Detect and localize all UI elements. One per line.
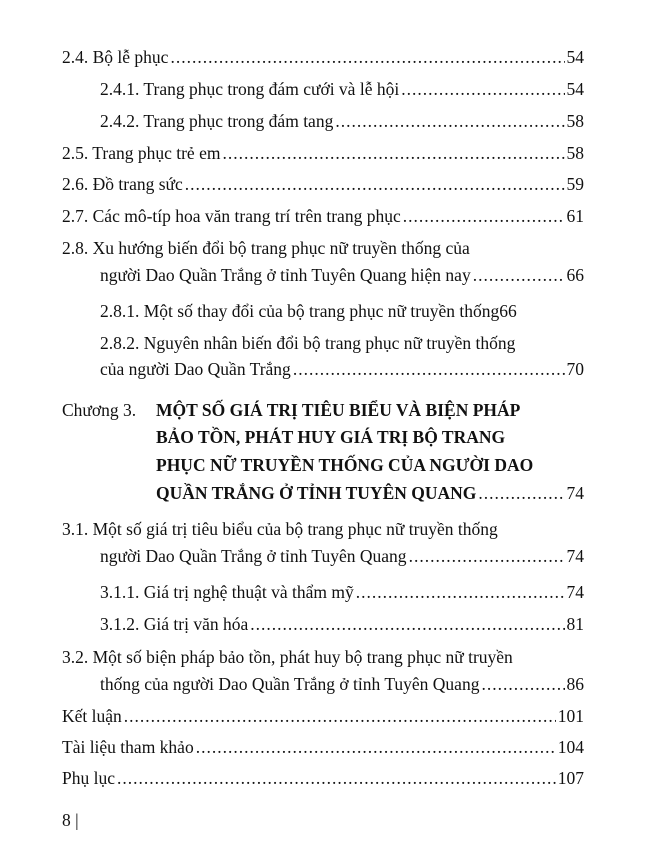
dot-leader: [409, 545, 565, 567]
toc-label: 2.4.1. Trang phục trong đám cưới và lễ hội: [100, 79, 400, 99]
dot-leader: [185, 173, 565, 195]
toc-page-number: 74: [566, 546, 584, 566]
toc-label: Tài liệu tham khảo: [62, 737, 194, 757]
chapter-title-line3: PHỤC NỮ TRUYỀN THỐNG CỦA NGƯỜI DAO: [156, 455, 534, 475]
toc-label: 2.5. Trang phục trẻ em: [62, 143, 221, 163]
toc-label: 3.1.2. Giá trị văn hóa: [100, 614, 249, 634]
toc-page-number: 61: [566, 206, 584, 226]
toc-label: Phụ lục: [62, 768, 115, 788]
toc-page-number: 104: [557, 737, 584, 757]
dot-leader: [293, 358, 565, 380]
toc-entry-3-1-line1: 3.1. Một số giá trị tiêu biểu của bộ trang phục nữ truyền thống: [62, 519, 498, 539]
dot-leader: [356, 581, 565, 603]
toc-page-number: 66: [499, 301, 517, 321]
toc-page-number: 107: [557, 768, 584, 788]
toc-label: người Dao Quần Trắng ở tỉnh Tuyên Quang hiện nay: [100, 265, 471, 285]
toc-entry-3-1: [100, 545, 584, 567]
toc-entry-3-2-line1: 3.2. Một số biện pháp bảo tồn, phát huy bộ trang phục nữ truyền: [62, 647, 513, 667]
toc-entry-2-4: [62, 46, 584, 68]
dot-leader: [403, 205, 565, 227]
dot-leader: [170, 46, 564, 68]
toc-page-number: 58: [566, 143, 584, 163]
toc-entry-3-1-1: [100, 581, 584, 603]
toc-label: của người Dao Quần Trắng: [100, 359, 291, 379]
dot-leader: [335, 110, 564, 132]
chapter-title-line1: MỘT SỐ GIÁ TRỊ TIÊU BIỂU VÀ BIỆN PHÁP: [156, 400, 521, 420]
toc-chapter-3: [156, 482, 584, 504]
chapter-prefix: Chương 3.: [62, 400, 137, 420]
dot-leader: [481, 673, 564, 695]
toc-label: thống của người Dao Quần Trắng ở tỉnh Tuyên Quang: [100, 674, 480, 694]
toc-page-number: 66: [566, 265, 584, 285]
chapter-title-line2: BẢO TỒN, PHÁT HUY GIÁ TRỊ BỘ TRANG: [156, 427, 506, 447]
toc-page-number: 59: [566, 174, 584, 194]
toc-label: 2.4.2. Trang phục trong đám tang: [100, 111, 334, 131]
toc-entry-2-8-2: [100, 358, 584, 380]
toc-entry-2-6: [62, 173, 584, 195]
toc-page-number: 86: [566, 674, 584, 694]
toc-entry-appendix: [62, 767, 584, 789]
toc-label: 2.6. Đồ trang sức: [62, 174, 183, 194]
toc-entry-2-8: [100, 264, 584, 286]
footer-page-number: 8 |: [62, 810, 79, 830]
dot-leader: [250, 613, 564, 635]
dot-leader: [222, 142, 564, 164]
toc-entry-3-2: [100, 673, 584, 695]
toc-entry-2-5: [62, 142, 584, 164]
chapter-title-line4: QUẦN TRẮNG Ở TỈNH TUYÊN QUANG: [156, 483, 477, 503]
toc-entry-3-1-2: [100, 613, 584, 635]
dot-leader: [401, 78, 564, 100]
toc-entry-2-8-1: [100, 300, 584, 322]
toc-page-number: 81: [566, 614, 584, 634]
toc-page-number: 70: [566, 359, 584, 379]
toc-entry-2-8-2-line1: 2.8.2. Nguyên nhân biến đổi bộ trang phục nữ truyền thống: [100, 333, 516, 353]
toc-label: 2.8.1. Một số thay đổi của bộ trang phục nữ truyền thống: [100, 301, 500, 321]
toc-entry-conclusion: [62, 705, 584, 727]
toc-label: 2.7. Các mô-típ hoa văn trang trí trên trang phục: [62, 206, 401, 226]
toc-entry-2-7: [62, 205, 584, 227]
toc-page-number: 58: [566, 111, 584, 131]
toc-label: người Dao Quần Trắng ở tỉnh Tuyên Quang: [100, 546, 407, 566]
toc-label: 3.1.1. Giá trị nghệ thuật và thẩm mỹ: [100, 582, 354, 602]
toc-page-number: 54: [566, 79, 584, 99]
dot-leader: [196, 736, 556, 758]
dot-leader: [473, 264, 565, 286]
toc-label: Kết luận: [62, 706, 122, 726]
toc-page-number: 101: [557, 706, 584, 726]
toc-chapter-3-prefix: [62, 399, 136, 421]
toc-entry-references: [62, 736, 584, 758]
dot-leader: [478, 482, 564, 504]
dot-leader: [117, 767, 556, 789]
toc-label: 2.4. Bộ lễ phục: [62, 47, 169, 67]
toc-entry-2-4-2: [100, 110, 584, 132]
toc-page-number: 54: [566, 47, 584, 67]
toc-entry-2-8-line1: 2.8. Xu hướng biến đổi bộ trang phục nữ truyền thống của: [62, 238, 470, 258]
toc-entry-2-4-1: [100, 78, 584, 100]
dot-leader: [124, 705, 556, 727]
toc-page-number: 74: [566, 483, 584, 503]
toc-page-number: 74: [566, 582, 584, 602]
